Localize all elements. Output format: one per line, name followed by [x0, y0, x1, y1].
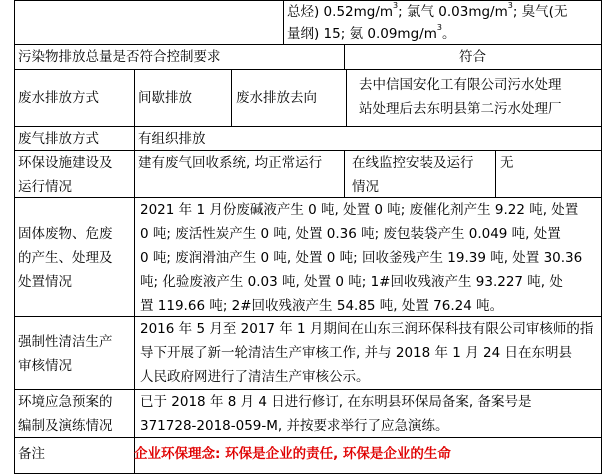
solid-waste-value: 2021 年 1 月份废碱液产生 0 吨, 处置 0 吨; 废催化剂产生 9.22 吨, 处置 0 吨; 废活性炭产生 0 吨, 处置 0.36 吨; 废包装袋产生 0.049 吨, 处置 0 吨; 废润滑油产生 0 吨, 处置 0 吨; 回收釜残产生 19.39 吨, 处置 30.36 吨; 化验废液产生 0.03 吨, 处置 0 吨; 1#回收残液产生 93.227 吨, 处 置 119.66 吨; 2#回收残液产生 54.85 吨, 处置 76.24 吨。: [140, 202, 583, 314]
remarks-label: 备注: [18, 446, 45, 462]
wastewater-destination-value: 去中信国安化工有限公司污水处理 站处理后去东明县第二污水处理厂: [359, 77, 562, 117]
table-rule: [283, 0, 284, 45]
exhaust-method-label: 废气排放方式: [18, 131, 99, 147]
remarks-value: 企业环保理念: 环保是企业的责任, 环保是企业的生命: [134, 446, 451, 462]
emergency-plan-label: 环境应急预案的 编制及演练情况: [18, 394, 113, 434]
clean-production-value: 2016 年 5 月至 2017 年 1 月期间在山东三润环保科技有限公司审核师的指 导下开展了新一轮清洁生产审核工作, 并与 2018 年 1 月 24 日在东明县 人民政府网进行了清洁生产审核公示。: [140, 321, 594, 385]
emission-concentration-text: 总烃) $0.52mg/m^3$; 氯气 $0.03mg/m^3$; 臭气(无 量纲) 15; 氨 $0.09mg/m^3$。: [287, 1, 568, 42]
facility-operation-label: 环保设施建设及 运行情况: [18, 155, 113, 195]
table-rule: [346, 69, 347, 127]
table-rule: [14, 0, 15, 474]
table-rule: [231, 69, 232, 127]
table-rule: [14, 126, 602, 127]
solid-waste-label: 固体废物、危废 的产生、处理及 处置情况: [18, 226, 113, 290]
facility-operation-value: 建有废气回收系统, 均正常运行: [138, 155, 323, 171]
exhaust-method-value: 有组织排放: [138, 131, 206, 147]
total-emission-value: 符合: [459, 49, 486, 65]
wastewater-destination-label: 废水排放去向: [236, 90, 317, 106]
table-rule: [134, 69, 135, 474]
table-rule: [344, 150, 345, 198]
total-emission-label: 污染物排放总量是否符合控制要求: [18, 49, 221, 65]
table-rule: [14, 69, 602, 70]
online-monitoring-label: 在线监控安装及运行 情况: [352, 155, 474, 195]
emergency-plan-value: 已于 2018 年 8 月 4 日进行修订, 在东明县环保局备案, 备案号是 371728-2018-059-M, 并按要求举行了应急演练。: [140, 394, 532, 434]
wastewater-method-value: 间歇排放: [138, 90, 192, 106]
clean-production-label: 强制性清洁生产 审核情况: [18, 334, 113, 374]
table-rule: [495, 150, 496, 198]
wastewater-method-label: 废水排放方式: [18, 90, 99, 106]
online-monitoring-value: 无: [500, 155, 514, 171]
